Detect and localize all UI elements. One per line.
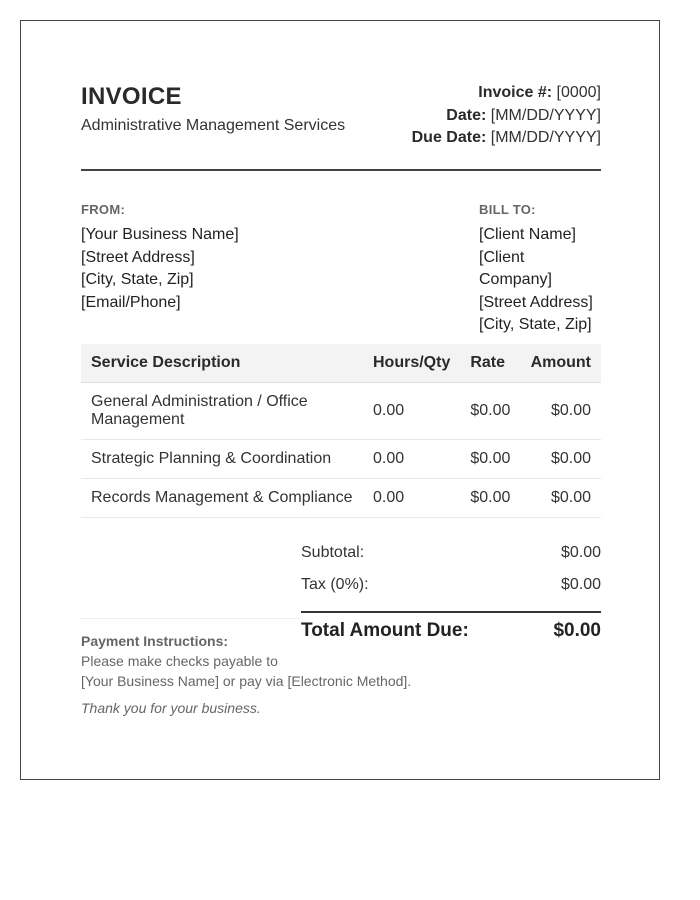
subtotal-row: [301, 540, 601, 572]
bill-to-line: [Client Name]: [479, 226, 576, 243]
due-date-value: [MM/DD/YYYY]: [490, 129, 601, 146]
from-block: [81, 202, 239, 314]
col-header-description: Service Description: [81, 344, 363, 383]
tax-value: $0.00: [560, 576, 601, 593]
from-line: [Street Address]: [81, 248, 195, 266]
bill-to-address: [479, 224, 601, 337]
col-header-qty: Hours/Qty: [363, 344, 460, 383]
due-date-row: [412, 127, 601, 150]
total-divider: [301, 611, 601, 613]
services-table: [81, 344, 601, 518]
row-qty: 0.00: [363, 383, 460, 440]
table-row: [81, 440, 601, 479]
payment-line: Please make checks payable to: [81, 653, 278, 669]
payment-line: [Your Business Name] or pay via [Electronic Method].: [81, 673, 412, 689]
row-amount: $0.00: [520, 440, 601, 479]
bill-to-line: [City, State, Zip]: [479, 316, 592, 333]
row-qty: 0.00: [363, 440, 460, 479]
bill-to-block: [479, 202, 601, 337]
from-label: FROM:: [81, 202, 126, 217]
date-label: Date:: [446, 106, 487, 124]
subtotal-label: Subtotal:: [301, 544, 365, 561]
col-header-amount: Amount: [520, 344, 601, 383]
row-qty: 0.00: [363, 479, 460, 518]
bill-to-label: BILL TO:: [479, 202, 536, 217]
date-value: [MM/DD/YYYY]: [490, 106, 601, 124]
table-row: [81, 383, 601, 440]
from-line: [City, State, Zip]: [81, 271, 194, 288]
invoice-number-value: [0000]: [556, 84, 601, 101]
invoice-number-label: Invoice #:: [478, 84, 553, 101]
row-description: Strategic Planning & Coordination: [81, 440, 363, 479]
row-rate: $0.00: [460, 479, 520, 518]
tax-row: [301, 572, 601, 604]
row-rate: $0.00: [460, 440, 520, 479]
row-rate: $0.00: [460, 383, 520, 440]
invoice-header: [81, 21, 601, 171]
totals-block: [301, 540, 601, 641]
company-subtitle: Administrative Management Services: [81, 117, 346, 134]
from-line: [Your Business Name]: [81, 226, 239, 243]
row-description: General Administration / Office Management: [81, 383, 363, 440]
thank-you-note: Thank you for your business.: [81, 700, 261, 716]
table-row: [81, 479, 601, 518]
total-due-label: Total Amount Due:: [301, 620, 469, 641]
from-address: [81, 224, 239, 314]
table-header-row: [81, 344, 601, 383]
bill-to-line: [Street Address]: [479, 293, 593, 311]
from-line: [Email/Phone]: [81, 293, 181, 311]
row-amount: $0.00: [520, 479, 601, 518]
header-divider: [81, 169, 601, 171]
row-description: Records Management & Compliance: [81, 479, 363, 518]
payment-instructions: [81, 631, 481, 691]
subtotal-value: $0.00: [560, 544, 601, 561]
col-header-rate: Rate: [460, 344, 520, 383]
invoice-page: [20, 20, 660, 780]
date-row: [412, 105, 601, 128]
total-due-value: $0.00: [553, 620, 601, 641]
invoice-title: INVOICE: [81, 83, 182, 110]
bill-to-line: [Client Company]: [479, 248, 552, 288]
invoice-meta: [412, 82, 601, 150]
payment-divider: [81, 618, 301, 619]
row-amount: $0.00: [520, 383, 601, 440]
due-date-label: Due Date:: [411, 129, 487, 146]
invoice-number-row: [412, 82, 601, 105]
tax-label: Tax (0%):: [301, 576, 369, 593]
payment-heading: Payment Instructions:: [81, 633, 229, 649]
